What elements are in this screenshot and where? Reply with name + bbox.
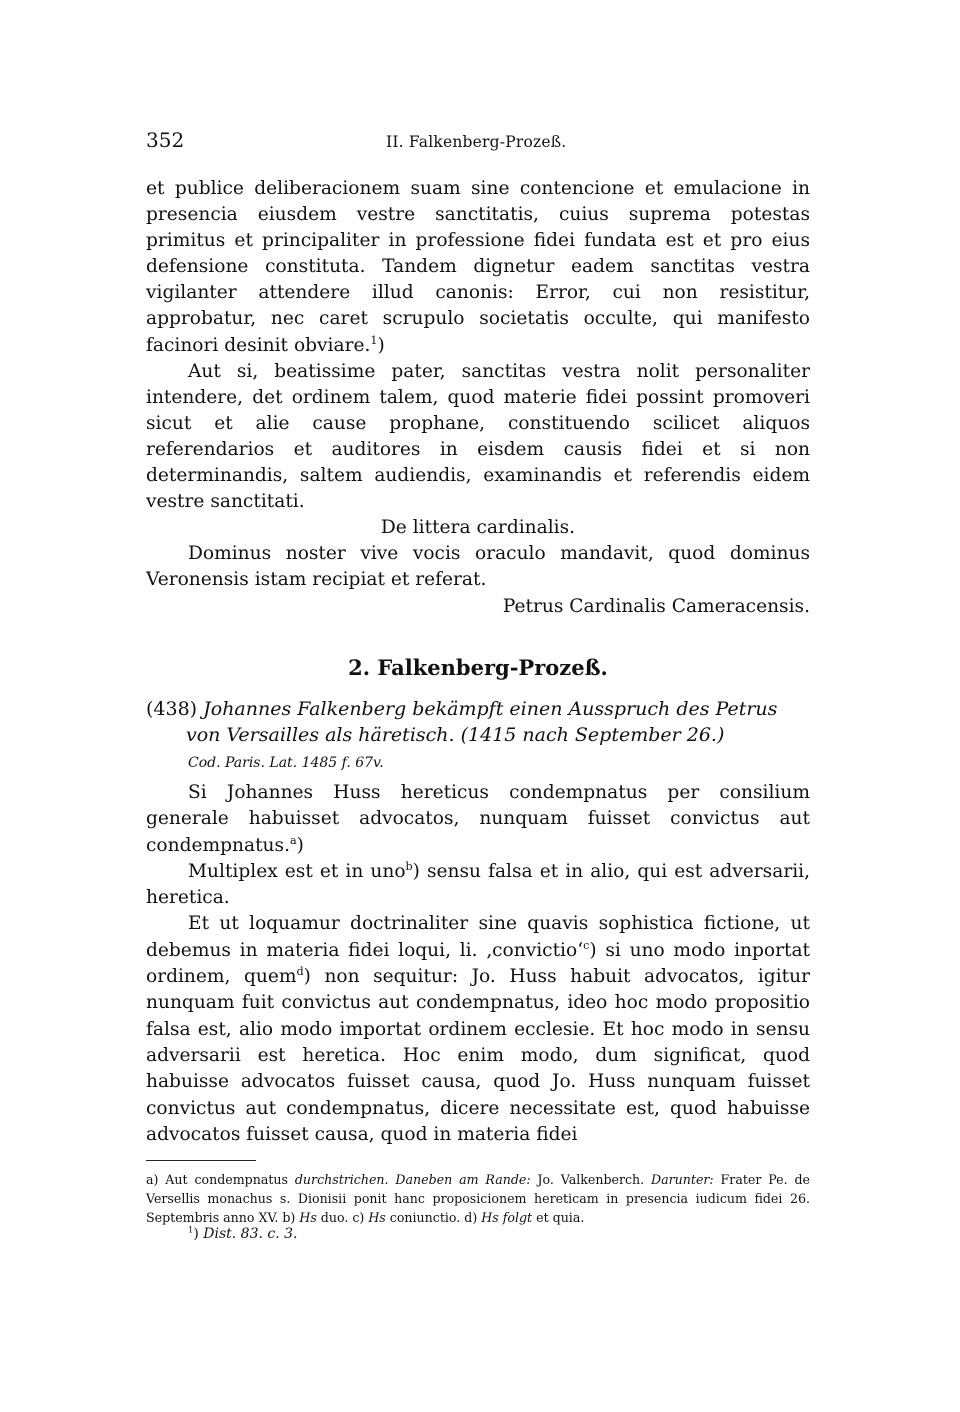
footnote-marker-c: c	[583, 938, 590, 952]
page-header	[146, 128, 810, 158]
footnote-marker-b: b	[405, 859, 413, 873]
paragraph-1: et publice deliberacionem suam sine contencione et emulacione in presencia eiusdem vestre sanctitatis, cuius suprema potestas primitus et principaliter in professione fidei fundata est et pro eius defensione constituta. Tandem dignetur eadem sanctitas vestra vigilanter attendere illud canonis: Error, cui non resistitur, approbatur, nec caret scrupulo societatis occulte, qui manifesto facinori desinit obviare.$^1$)	[146, 178, 810, 356]
footnote-rule	[146, 1160, 256, 1161]
footnote-1: $^1$) Dist. 83. c. 3.	[188, 1224, 298, 1242]
document-heading	[146, 696, 810, 748]
letter-heading: De littera cardinalis.	[380, 517, 576, 539]
body-bottom	[146, 780, 810, 1148]
doc-title-line-2: von Versailles als häretisch.	[186, 724, 455, 746]
paragraph-4: Si Johannes Huss hereticus condempnatus per consilium generale habuisset advocatos, nunquam fuisset convictus aut condempnatus.$^a$)	[146, 782, 810, 856]
doc-number: (438)	[146, 698, 198, 720]
footnote-1-text: Dist. 83. c. 3.	[203, 1226, 298, 1242]
page-number: 352	[146, 128, 185, 152]
body-top	[146, 176, 810, 620]
running-title: II. Falkenberg-Prozeß.	[386, 133, 567, 151]
doc-title-line-1: Johannes Falkenberg bekämpft einen Ausspruch des Petrus	[203, 698, 778, 720]
paragraph-3: Dominus noster vive vocis oraculo mandavit, quod dominus Veronensis istam recipiat et referat.	[146, 543, 810, 591]
paragraph-2: Aut si, beatissime pater, sanctitas vestra nolit personaliter intendere, det ordinem talem, quod materie fidei possint promoveri sicut et alie cause prophane, constituendo scilicet aliquos referendarios et auditores in eisdem causis fidei et si non determinandis, saltem audiendis, examinandis et referendis eidem vestre sanctitati.	[146, 360, 810, 513]
footnote-marker-a: a	[289, 833, 297, 847]
paragraph-6: Et ut loquamur doctrinaliter sine quavis sophistica fictione, ut debemus in materia fidei loqui, li. ‚convictio‘$^c$) si uno modo inportat ordinem, quem$^d$) non sequitur: Jo. Huss habuit advocatos, igitur nunquam fuit convictus aut condempnatus, ideo hoc modo propositio falsa est, alio modo importat ordinem ecclesie. Et hoc modo in sensu adversarii est heretica. Hoc enim modo, dum significat, quod habuisse advocatos fuisset causa, quod Jo. Huss nunquam fuisset convictus aut condempnatus, dicere necessitate est, quod habuisse advocatos fuisset causa, quod in materia fidei	[146, 913, 811, 1145]
codex-reference: Cod. Paris. Lat. 1485 f. 67v.	[188, 755, 384, 771]
critical-apparatus: a) Aut condempnatus durchstrichen. Daneben am Rande: Jo. Valkenberch. Darunter: Frater Pe. de Versellis monachus s. Dionisii ponit hanc proposicionem hereticam in presencia iudicum fidei 26. Septembris anno XV. b) Hs duo. c) Hs coniunctio. d) Hs folgt et quia.	[146, 1172, 811, 1225]
signature: Petrus Cardinalis Cameracensis.	[502, 595, 810, 617]
paragraph-5: Multiplex est et in uno$^b$) sensu falsa et in alio, qui est adversarii, heretica.	[146, 859, 811, 909]
section-title: 2. Falkenberg-Prozeß.	[348, 655, 608, 680]
doc-date: (1415 nach September 26.)	[460, 724, 725, 746]
footnote-1-marker: 1	[188, 1224, 194, 1235]
footnote-marker-1: 1	[370, 333, 378, 347]
footnote-marker-d: d	[296, 964, 304, 978]
